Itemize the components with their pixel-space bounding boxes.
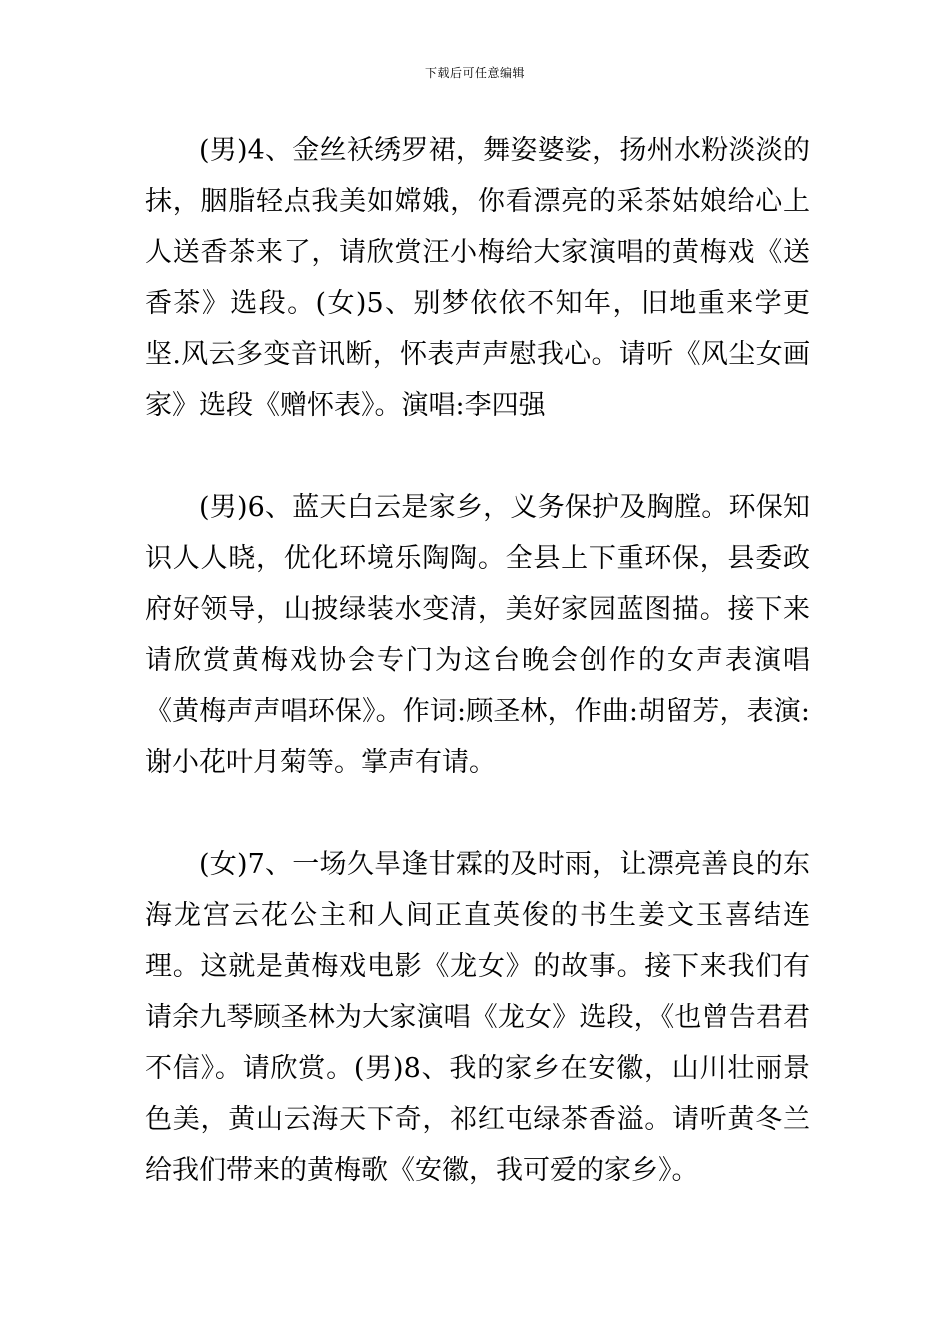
paragraph-1: (男)4、金丝袄绣罗裙，舞姿婆娑，扬州水粉淡淡的抹，胭脂轻点我美如嫦娥，你看漂亮的采茶姑娘给心上人送香茶来了，请欣赏汪小梅给大家演唱的黄梅戏《送香茶》选段。(女)5、别梦依依不知年，旧地重来学更坚.风云多变音讯断，怀表声声慰我心。请听《风尘女画家》选段《赠怀表》。演唱:李四强 [145,135,810,421]
page-header-note: 下载后可任意编辑 [424,66,525,80]
paragraph-3: (女)7、一场久旱逢甘霖的及时雨，让漂亮善良的东海龙宫云花公主和人间正直英俊的书生姜文玉喜结连理。这就是黄梅戏电影《龙女》的故事。接下来我们有请余九琴顾圣林为大家演唱《龙女》选段，《也曾告君君不信》。请欣赏。(男)8、我的家乡在安徽，山川壮丽景色美，黄山云海天下奇，祁红屯绿茶香溢。请听黄冬兰给我们带来的黄梅歌《安徽，我可爱的家乡》。 [145,849,810,1186]
document-body [145,125,810,1196]
paragraph-2: (男)6、蓝天白云是家乡，义务保护及胸膛。环保知识人人晓，优化环境乐陶陶。全县上下重环保，县委政府好领导，山披绿装水变清，美好家园蓝图描。接下来请欣赏黄梅戏协会专门为这台晚会创作的女声表演唱《黄梅声声唱环保》。作词:顾圣林，作曲:胡留芳，表演:谢小花叶月菊等。掌声有请。 [145,492,810,778]
